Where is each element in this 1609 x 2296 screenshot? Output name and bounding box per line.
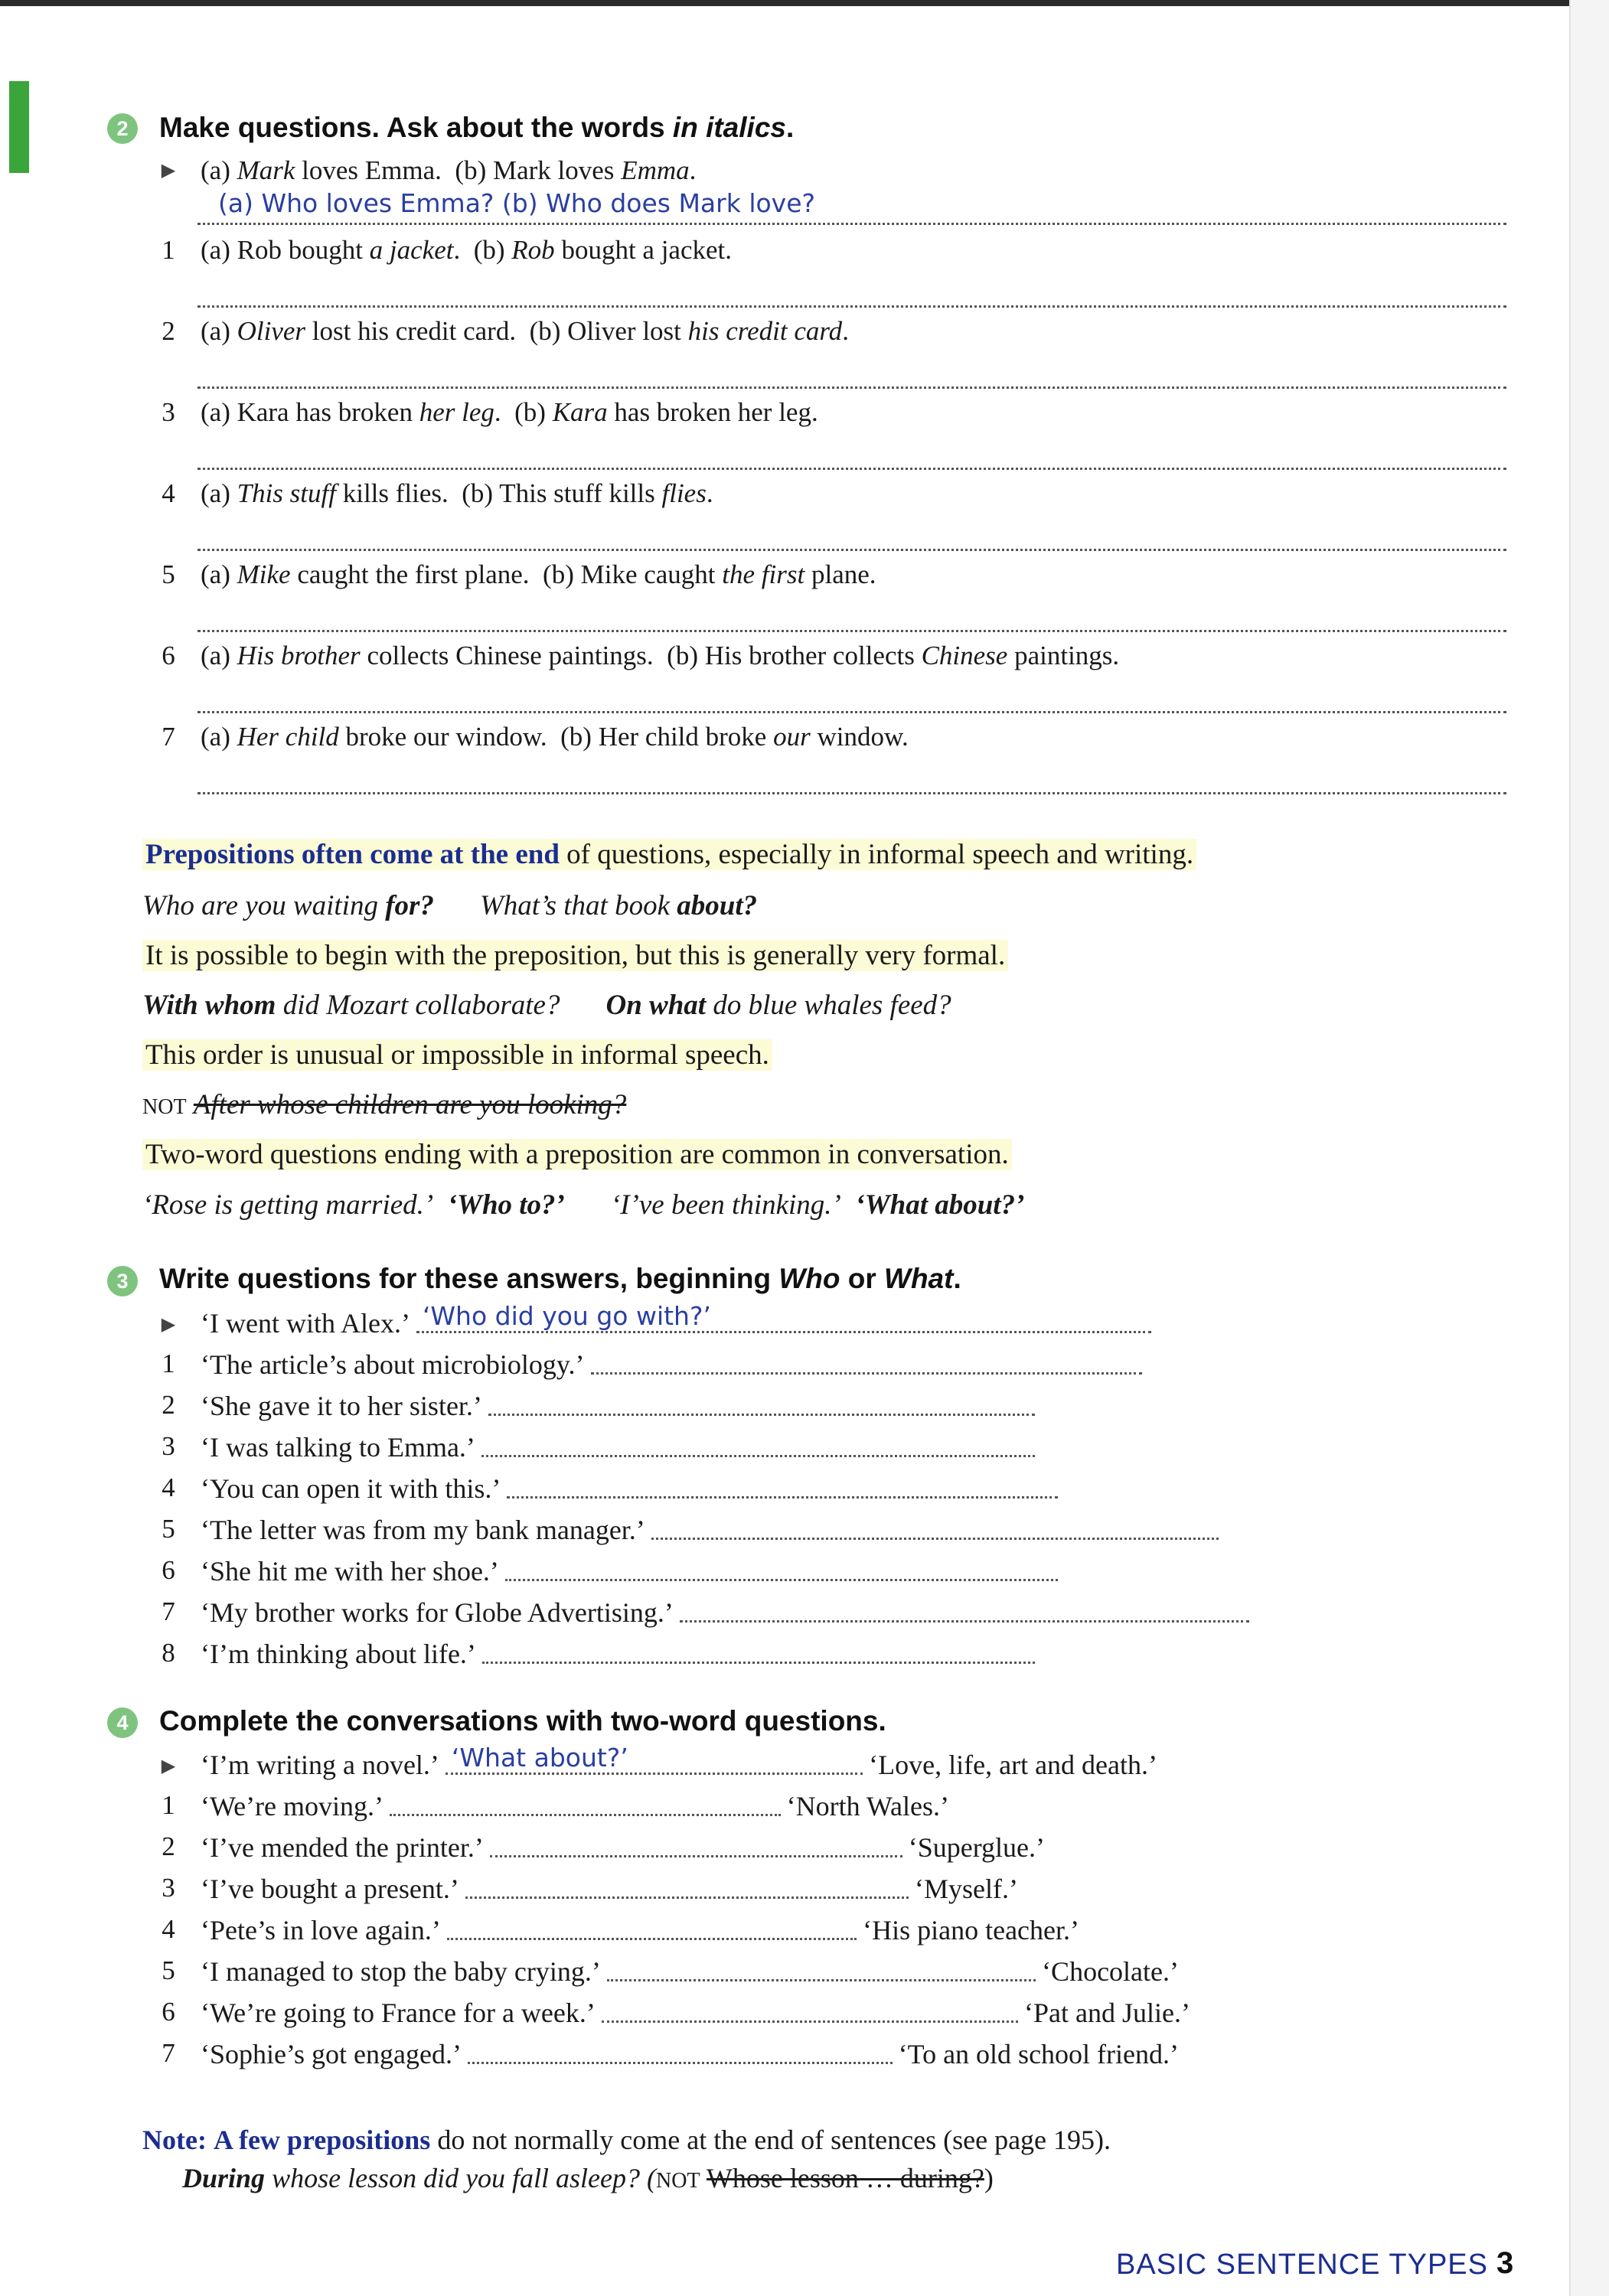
ex2-example-prompt [201,155,696,186]
answer-line[interactable] [197,630,1506,632]
text: (a) [201,316,237,346]
text: do blue whales feed? [706,990,951,1021]
struck-text: Whose lesson … during? [706,2163,984,2193]
italic: her leg [419,397,494,427]
text: . [453,235,461,265]
text: (a) [201,641,237,670]
prompt: ‘She gave it to her sister.’ [201,1391,482,1421]
text: (b) His brother collects [667,641,922,670]
item-number: 4 [162,1914,175,1944]
theory-p1 [142,838,1196,871]
item-number: 5 [162,559,175,589]
text: ‘Rose is getting married.’ [142,1189,434,1221]
item-number: 2 [162,316,175,346]
text: It is possible to begin with the preposition, but this is generally very formal. [142,940,1008,971]
text: Who are you waiting [142,890,386,921]
exercise-3-title [159,1263,961,1295]
ex4-item [201,1914,1079,1946]
prompt: ‘I went with Alex.’ [201,1308,410,1339]
answer-line [445,1743,863,1775]
theory-not-example [142,1088,626,1121]
struck-text: After whose children are you looking? [193,1089,627,1120]
text: . [494,397,501,427]
answer-line[interactable] [505,1579,1058,1581]
text: This order is unusual or impossible in informal speech. [142,1039,772,1071]
item-number: 1 [162,235,175,265]
ex3-item [201,1596,1255,1629]
example-arrow-icon: ▶ [161,161,176,181]
italic: our [773,722,811,752]
bold: With whom [142,990,276,1021]
reply: ‘Pat and Julie.’ [1024,1998,1190,2028]
ex2-item-prompt [201,235,732,266]
bold: for? [385,890,434,921]
item-number: 4 [162,1473,175,1502]
italic: Emma [621,155,690,185]
item-number: 7 [162,722,175,752]
answer-line[interactable] [197,549,1506,551]
ex2-example-answer: (a) Who loves Emma? (b) Who does Mark love? [218,188,816,218]
reply: ‘Love, life, art and death.’ [869,1750,1157,1780]
answer-line[interactable] [490,1855,902,1857]
answer-line[interactable] [680,1620,1249,1623]
item-number: 6 [162,1555,175,1585]
label: (b) Mark loves [455,155,622,185]
text: What’s that book [479,890,677,921]
ex2-item-prompt [201,316,849,347]
answer-line [416,1301,1151,1333]
bold: ‘Who to?’ [447,1189,565,1221]
reply: ‘Myself.’ [915,1874,1018,1904]
item-number: 1 [162,1349,175,1378]
item-number: 3 [162,1431,175,1461]
ex3-item [201,1555,1064,1587]
exercise-4-title: Complete the conversations with two-word questions. [159,1705,886,1737]
title-italic: in italics [672,112,786,143]
ex4-item [201,1790,949,1822]
ex4-item [201,1831,1045,1864]
prompt: ‘We’re going to France for a week.’ [201,1998,596,2028]
text: bought a jacket. [554,235,732,265]
ex2-item-prompt [201,641,1119,671]
reply: ‘Superglue.’ [908,1832,1045,1863]
prompt: ‘I was talking to Emma.’ [201,1432,475,1463]
note-label: Note: [142,2125,207,2155]
theory-p4 [142,1138,1012,1171]
prompt: ‘I’ve bought a present.’ [201,1874,459,1904]
text: loves Emma. [295,155,442,185]
item-number: 2 [162,1390,175,1420]
item-number: 5 [162,1955,175,1985]
item-number: 8 [162,1638,175,1668]
italic: the first [722,559,805,589]
handwritten-answer: ‘Who did you go with?’ [422,1301,711,1331]
label: (a) [201,155,237,185]
title-end: . [953,1263,961,1294]
ex4-item [201,1997,1190,2029]
ex4-item [201,1873,1018,1905]
text: (b) [473,235,512,265]
item-number: 2 [162,1831,175,1861]
prompt: ‘We’re moving.’ [201,1791,384,1821]
title-italic: Who [778,1263,840,1294]
title-italic: What [884,1263,954,1294]
italic: a jacket [369,235,454,265]
answer-line[interactable] [602,2020,1018,2023]
ex3-item [201,1349,1148,1381]
text: (b) Her child broke [560,722,774,752]
text: kills flies. [335,478,449,508]
item-number: 4 [162,478,175,508]
bold: about? [677,890,758,921]
title-text: or [840,1263,885,1294]
page-number: 3 [1496,2246,1514,2280]
prompt: ‘I managed to stop the baby crying.’ [201,1956,601,1987]
answer-line[interactable] [591,1372,1142,1375]
reply: ‘His piano teacher.’ [863,1915,1079,1945]
ex4-item [201,2038,1179,2070]
text: Two-word questions ending with a preposition are common in conversation. [142,1139,1012,1170]
example-arrow-icon: ▶ [161,1756,176,1776]
text: collects Chinese paintings. [360,641,654,670]
text: window. [810,722,909,752]
reply: ‘To an old school friend.’ [898,2039,1179,2069]
text: (a) Kara has broken [201,397,419,427]
italic: Kara [552,397,608,427]
prompt: ‘My brother works for Globe Advertising.’ [201,1597,674,1628]
ex2-item-prompt [201,722,909,752]
section-tab [9,81,29,173]
answer-line[interactable] [465,1896,909,1899]
exercise-3-badge: 3 [107,1266,138,1296]
text: ) [984,2163,994,2193]
answer-line[interactable] [468,2062,893,2064]
text: has broken her leg. [607,397,818,427]
text: ‘I’ve been thinking.’ [610,1189,841,1221]
italic: His brother [237,641,361,670]
theory-example-1 [142,889,757,922]
prompt: ‘I’m writing a novel.’ [201,1750,439,1780]
italic: This stuff [237,478,336,508]
example-arrow-icon: ▶ [161,1315,176,1335]
theory-example-2 [142,989,951,1022]
ex3-item [201,1390,1041,1422]
answer-line[interactable] [197,386,1506,389]
text: (a) [201,559,237,589]
ex2-item-prompt [201,397,818,428]
not-label: NOT [142,1095,187,1119]
bold: A few prepositions [213,2125,431,2155]
text: (b) [514,397,553,427]
bold: Prepositions often come at the end [145,839,560,870]
ex3-item [201,1473,1064,1505]
text: paintings. [1007,641,1120,670]
item-number: 5 [162,1514,175,1544]
italic: his credit card [687,316,843,346]
reply: ‘North Wales.’ [786,1791,949,1821]
answer-line[interactable] [607,1979,1036,1981]
ex4-item [201,1955,1179,1988]
prompt: ‘She hit me with her shoe.’ [201,1556,499,1587]
prompt: ‘The letter was from my bank manager.’ [201,1515,645,1545]
section-footer: BASIC SENTENCE TYPES [1116,2249,1488,2281]
prompt: ‘Sophie’s got engaged.’ [201,2039,462,2069]
text: did Mozart collaborate? [276,990,560,1021]
text: of questions, especially in informal speech and writing. [559,839,1194,870]
text: (b) This stuff kills [462,478,662,508]
text: (a) Rob bought [201,235,370,265]
text: broke our window. [338,722,547,752]
italic: Chinese [921,641,1008,670]
text: whose lesson did you fall asleep? ( [265,2163,657,2193]
prompt: ‘I’m thinking about life.’ [201,1639,476,1669]
title-end: . [785,112,795,143]
ex3-item [201,1638,1041,1670]
reply: ‘Chocolate.’ [1042,1956,1179,1987]
answer-line [197,223,1506,225]
answer-line[interactable] [651,1538,1219,1540]
theory-p2 [142,939,1008,972]
italic: Mark [237,155,295,185]
ex3-item [201,1431,1041,1463]
text: do not normally come at the end of sentences (see page 195). [430,2125,1111,2155]
prompt: ‘The article’s about microbiology.’ [201,1349,585,1380]
ex2-item-prompt [201,559,876,590]
handwritten-answer: ‘What about?’ [451,1743,628,1773]
text: . [842,316,849,346]
italic: flies [661,478,707,508]
item-number: 7 [162,1596,175,1626]
italic: Oliver [237,316,306,346]
ex3-item [201,1514,1225,1546]
ex4-example [201,1743,1157,1781]
ex2-item-prompt [201,478,713,509]
ex3-example [201,1301,1157,1339]
bold: During [182,2163,266,2193]
title-text: Make questions. Ask about the words [159,112,673,143]
text: lost his credit card. [305,316,517,346]
item-number: 3 [162,1873,175,1903]
text: caught the first plane. [290,559,530,589]
item-number: 7 [162,2038,175,2068]
exercise-2-title [159,112,794,144]
prompt: ‘I’ve mended the printer.’ [201,1832,484,1863]
prompt: ‘Pete’s in love again.’ [201,1915,441,1945]
answer-line[interactable] [507,1496,1058,1499]
theory-p3 [142,1039,772,1071]
page-edge [1569,0,1609,2296]
item-number: 6 [162,641,175,670]
text: (a) [201,722,237,752]
answer-line[interactable] [197,711,1506,713]
answer-line[interactable] [482,1662,1035,1664]
italic: Her child [237,722,339,752]
item-number: 6 [162,1997,175,2027]
item-number: 1 [162,1790,175,1820]
bold: ‘What about?’ [855,1189,1025,1221]
answer-line[interactable] [488,1414,1035,1416]
text: . [689,155,697,185]
text: (a) [201,478,237,508]
title-text: Write questions for these answers, beginning [159,1263,779,1294]
not-label: NOT [656,2169,700,2193]
italic: Mike [237,559,291,589]
answer-line[interactable] [447,1938,857,1940]
note-line [142,2124,1111,2156]
answer-line[interactable] [197,305,1506,308]
prompt: ‘You can open it with this.’ [201,1473,501,1504]
italic: Rob [511,235,555,265]
answer-line[interactable] [481,1455,1035,1457]
answer-line[interactable] [390,1814,781,1816]
exercise-4-badge: 4 [107,1707,138,1738]
note-example [182,2162,994,2194]
top-border [0,0,1609,6]
text: (b) Oliver lost [529,316,688,346]
text: . [706,478,713,508]
text: plane. [804,559,876,589]
answer-line[interactable] [197,792,1506,794]
answer-line[interactable] [197,468,1506,470]
text: (b) Mike caught [543,559,723,589]
theory-example-4 [142,1189,1024,1221]
item-number: 3 [162,397,175,427]
exercise-2-badge: 2 [107,113,138,144]
bold: On what [605,990,707,1021]
